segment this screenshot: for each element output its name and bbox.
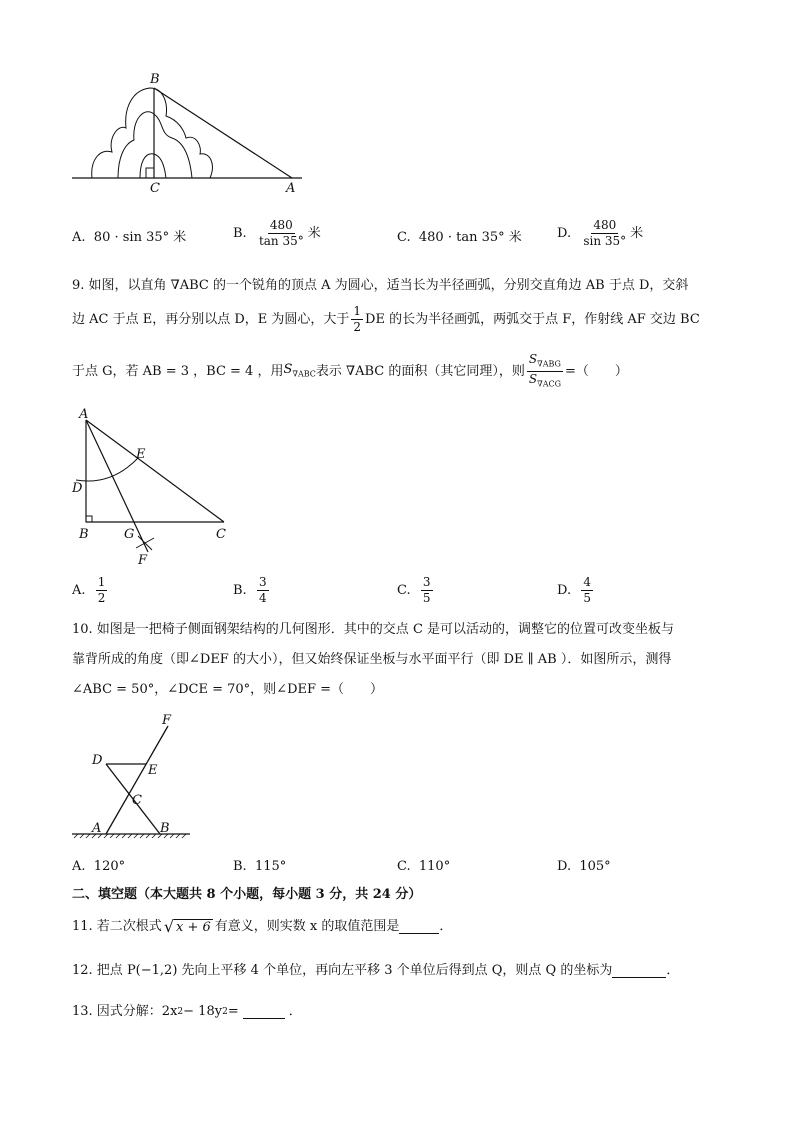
- q8-option-a[interactable]: A. 80 · sin 35° 米: [72, 230, 187, 245]
- label-A9: A: [79, 407, 89, 422]
- q13-answer-blank[interactable]: [243, 1006, 285, 1019]
- label-F10: F: [162, 713, 172, 728]
- sqrt-expression: √ x + 6: [163, 917, 211, 936]
- q13: 13. 因式分解：2x 2 − 18y 2 = ．: [72, 1004, 302, 1019]
- mountain-inner2: [140, 154, 166, 178]
- label-C: C: [150, 181, 160, 196]
- label-G9: G: [124, 527, 135, 542]
- q8-option-d[interactable]: D. $\frac{480}{\sin 35^\circ}$ 米: [557, 218, 644, 248]
- mountain-inner: [118, 112, 192, 178]
- label-E10: E: [148, 763, 158, 778]
- section-2-title: 二、填空题（本大题共 8 个小题，每小题 3 分，共 24 分）: [72, 887, 422, 902]
- leg-AF: [106, 726, 168, 834]
- arc-DE: [76, 458, 138, 481]
- q10-line1: 10. 如图是一把椅子侧面钢架结构的几何图形．其中的交点 C 是可以活动的，调整它的位置可改变坐板与: [72, 622, 675, 637]
- q10-option-c[interactable]: C. 110°: [397, 859, 451, 874]
- label-B: B: [150, 72, 160, 87]
- right-angle-mark: [146, 168, 154, 178]
- q10-option-b[interactable]: B. 115°: [233, 859, 287, 874]
- label-C9: C: [216, 527, 226, 542]
- q9-line1: 9. 如图，以直角 ∇ABC 的一个锐角的顶点 A 为圆心，适当长为半径画弧，分别交直角边 AB 于点 D，交斜: [72, 278, 689, 293]
- label-D9: D: [72, 481, 83, 496]
- q8-d-fraction: $\frac{480}{\sin 35^\circ}$: [583, 218, 627, 248]
- label-A: A: [286, 181, 296, 196]
- label-D10: D: [92, 753, 103, 768]
- label-E9: E: [136, 447, 146, 462]
- q9-area-ratio: $\frac{S_{\nabla ABG}}{S_{\nabla ACG}}$: [528, 352, 561, 389]
- q11: 11. 若二次根式 √ x + 6 有意义，则实数 x 的取值范围是 ．: [72, 917, 453, 936]
- label-A10: A: [92, 821, 102, 836]
- q11-answer-blank[interactable]: [399, 921, 439, 934]
- q10-option-d[interactable]: D. 105°: [557, 859, 611, 874]
- s-abc-notation: $S_{\nabla ABC}$: [283, 361, 316, 379]
- q10-line3: ∠ABC = 50°，∠DCE = 70°，则∠DEF =（ ）: [72, 682, 384, 697]
- side-AC: [86, 420, 224, 522]
- label-C10: C: [132, 793, 142, 808]
- label-F9: F: [138, 553, 148, 568]
- q9-figure: [66, 402, 246, 570]
- q9-option-b[interactable]: B. $\frac{3}{4}$: [233, 575, 267, 605]
- right-angle-mark-B: [86, 516, 92, 522]
- q8-option-c[interactable]: C. 480 · tan 35° 米: [397, 230, 522, 245]
- q9-option-a[interactable]: A. $\frac{1}{2}$: [72, 575, 106, 605]
- q9-option-c[interactable]: C. $\frac{3}{5}$: [397, 575, 431, 605]
- label-B9: B: [79, 527, 89, 542]
- mountain-outline: [92, 88, 213, 178]
- q10-option-a[interactable]: A. 120°: [72, 859, 126, 874]
- label-B10: B: [160, 821, 170, 836]
- q8-option-b[interactable]: B. $\frac{480}{\tan 35^\circ}$ 米: [233, 218, 321, 248]
- arc-F2: [138, 536, 152, 550]
- q9-line3: 于点 G，若 AB = 3 ，BC = 4 ，用 $S_{\nabla ABC}$ 表示 ∇ABC 的面积（其它同理），则 $\frac{S_{\nabla ABG}}{S_{\nabla ACG}}$ =（ ）: [72, 352, 628, 392]
- q12-answer-blank[interactable]: [612, 965, 666, 978]
- q10-figure: [66, 712, 196, 844]
- hyp-line-BA: [154, 88, 292, 178]
- q12: 12. 把点 P(−1,2) 先向上平移 4 个单位，再向左平移 3 个单位后得到点 Q，则点 Q 的坐标为 ．: [72, 963, 680, 978]
- q9-option-d[interactable]: D. $\frac{4}{5}$: [557, 575, 591, 605]
- q9-line2: 边 AC 于点 E，再分别以点 D，E 为圆心，大于 $\frac{1}{2}$ DE 的长为半径画弧，两弧交于点 F，作射线 AF 交边 BC: [72, 304, 700, 334]
- q9-half-fraction: $\frac{1}{2}$: [353, 304, 362, 334]
- q8-b-fraction: $\frac{480}{\tan 35^\circ}$: [258, 218, 304, 248]
- ray-AF: [86, 420, 148, 552]
- q8-figure: [60, 68, 320, 196]
- q10-line2: 靠背所成的角度（即∠DEF 的大小），但又始终保证坐板与水平面平行（即 DE ∥ AB ）．如图所示，测得: [72, 652, 672, 667]
